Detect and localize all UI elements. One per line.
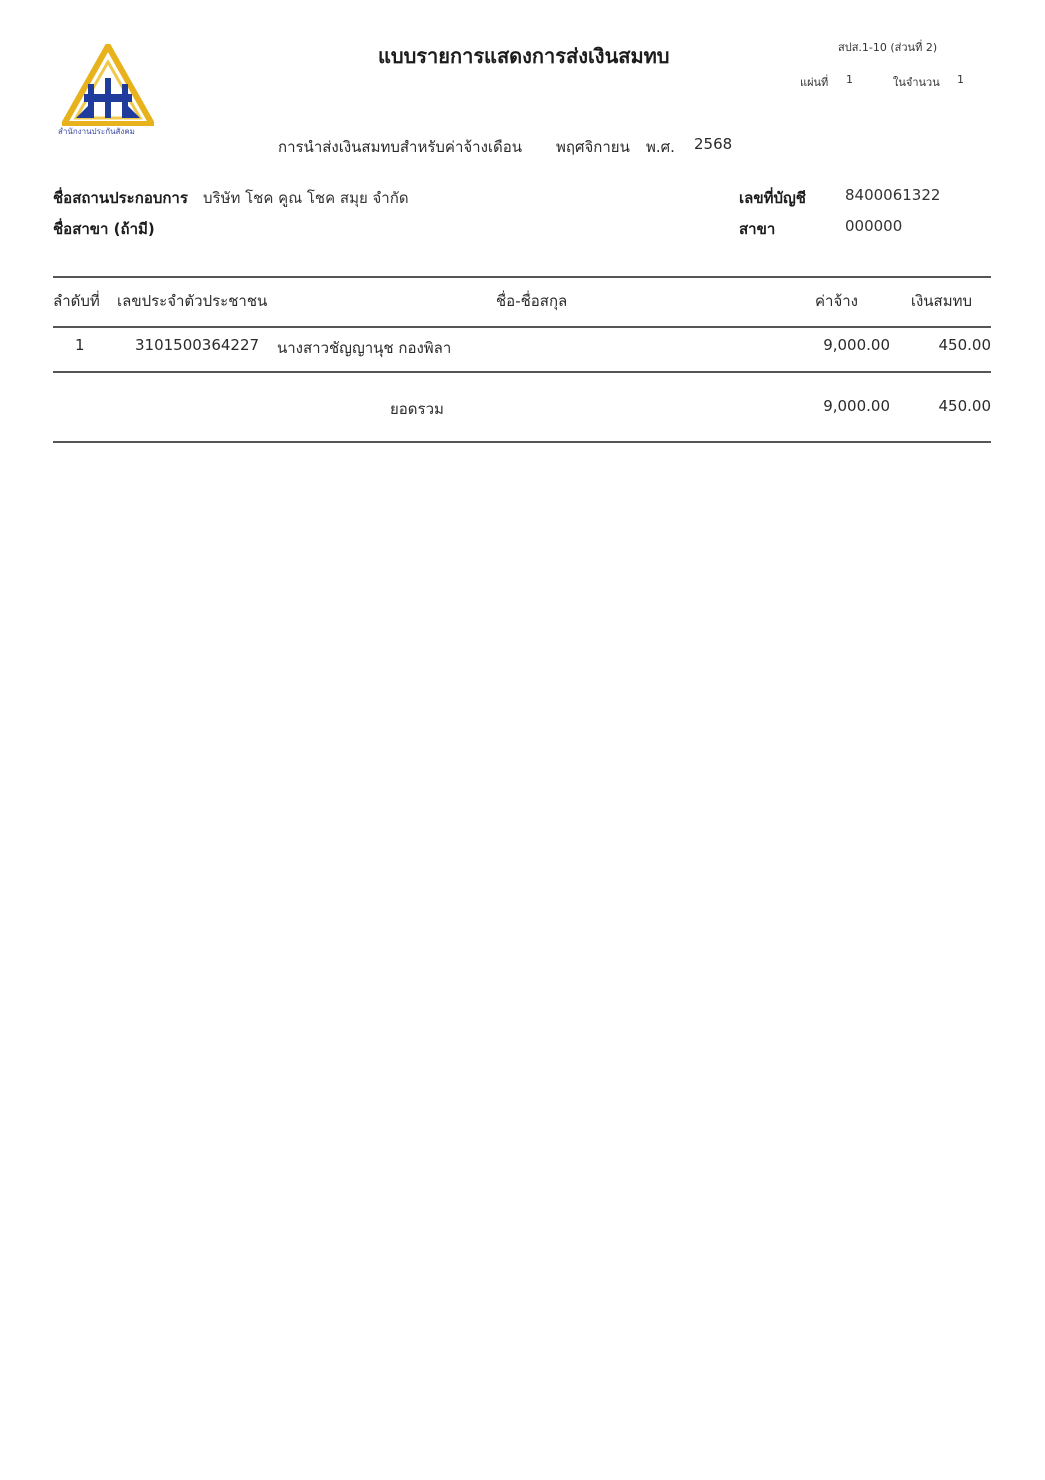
row-id-number: 3101500364227 — [135, 336, 260, 354]
column-header-seq: ลำดับที่ — [53, 292, 100, 310]
employer-name-label: ชื่อสถานประกอบการ — [53, 189, 188, 207]
form-code: สปส.1-10 (ส่วนที่ 2) — [838, 41, 938, 54]
column-header-wage: ค่าจ้าง — [815, 292, 858, 310]
row-wage: 9,000.00 — [823, 336, 890, 354]
subtitle-year: 2568 — [694, 135, 733, 153]
table-header-rule — [53, 326, 991, 328]
row-full-name: นางสาวชัญญานุช กองพิลา — [277, 339, 452, 357]
branch-name-label: ชื่อสาขา (ถ้ามี) — [53, 220, 155, 238]
column-header-id: เลขประจำตัวประชาชน — [117, 292, 268, 310]
branch-number-label: สาขา — [739, 220, 776, 238]
account-number-label: เลขที่บัญชี — [739, 189, 806, 207]
column-header-name: ชื่อ-ชื่อสกุล — [496, 292, 568, 310]
total-sheets-label: ในจำนวน — [893, 76, 940, 89]
subtitle-month: พฤศจิกายน — [556, 138, 630, 156]
subtitle-text: การนำส่งเงินสมทบสำหรับค่าจ้างเดือน — [278, 138, 523, 156]
table-bottom-rule — [53, 441, 991, 443]
sheet-number: 1 — [846, 73, 853, 86]
document-title: แบบรายการแสดงการส่งเงินสมทบ — [378, 44, 670, 68]
account-number-value: 8400061322 — [845, 186, 941, 204]
logo-caption: สำนักงานประกันสังคม — [58, 127, 135, 136]
row-contribution: 450.00 — [938, 336, 991, 354]
branch-number-value: 000000 — [845, 217, 903, 235]
sheet-label: แผ่นที่ — [800, 76, 829, 89]
table-top-rule — [53, 276, 991, 278]
column-header-contribution: เงินสมทบ — [910, 292, 972, 310]
total-sheets-value: 1 — [957, 73, 964, 86]
row-seq: 1 — [75, 336, 85, 354]
total-wage: 9,000.00 — [823, 397, 890, 415]
employer-name-value: บริษัท โชค คูณ โชค สมุย จำกัด — [203, 189, 409, 207]
subtitle-era: พ.ศ. — [646, 138, 675, 156]
total-label: ยอดรวม — [390, 400, 444, 418]
table-body-rule — [53, 371, 991, 373]
total-contribution: 450.00 — [938, 397, 991, 415]
